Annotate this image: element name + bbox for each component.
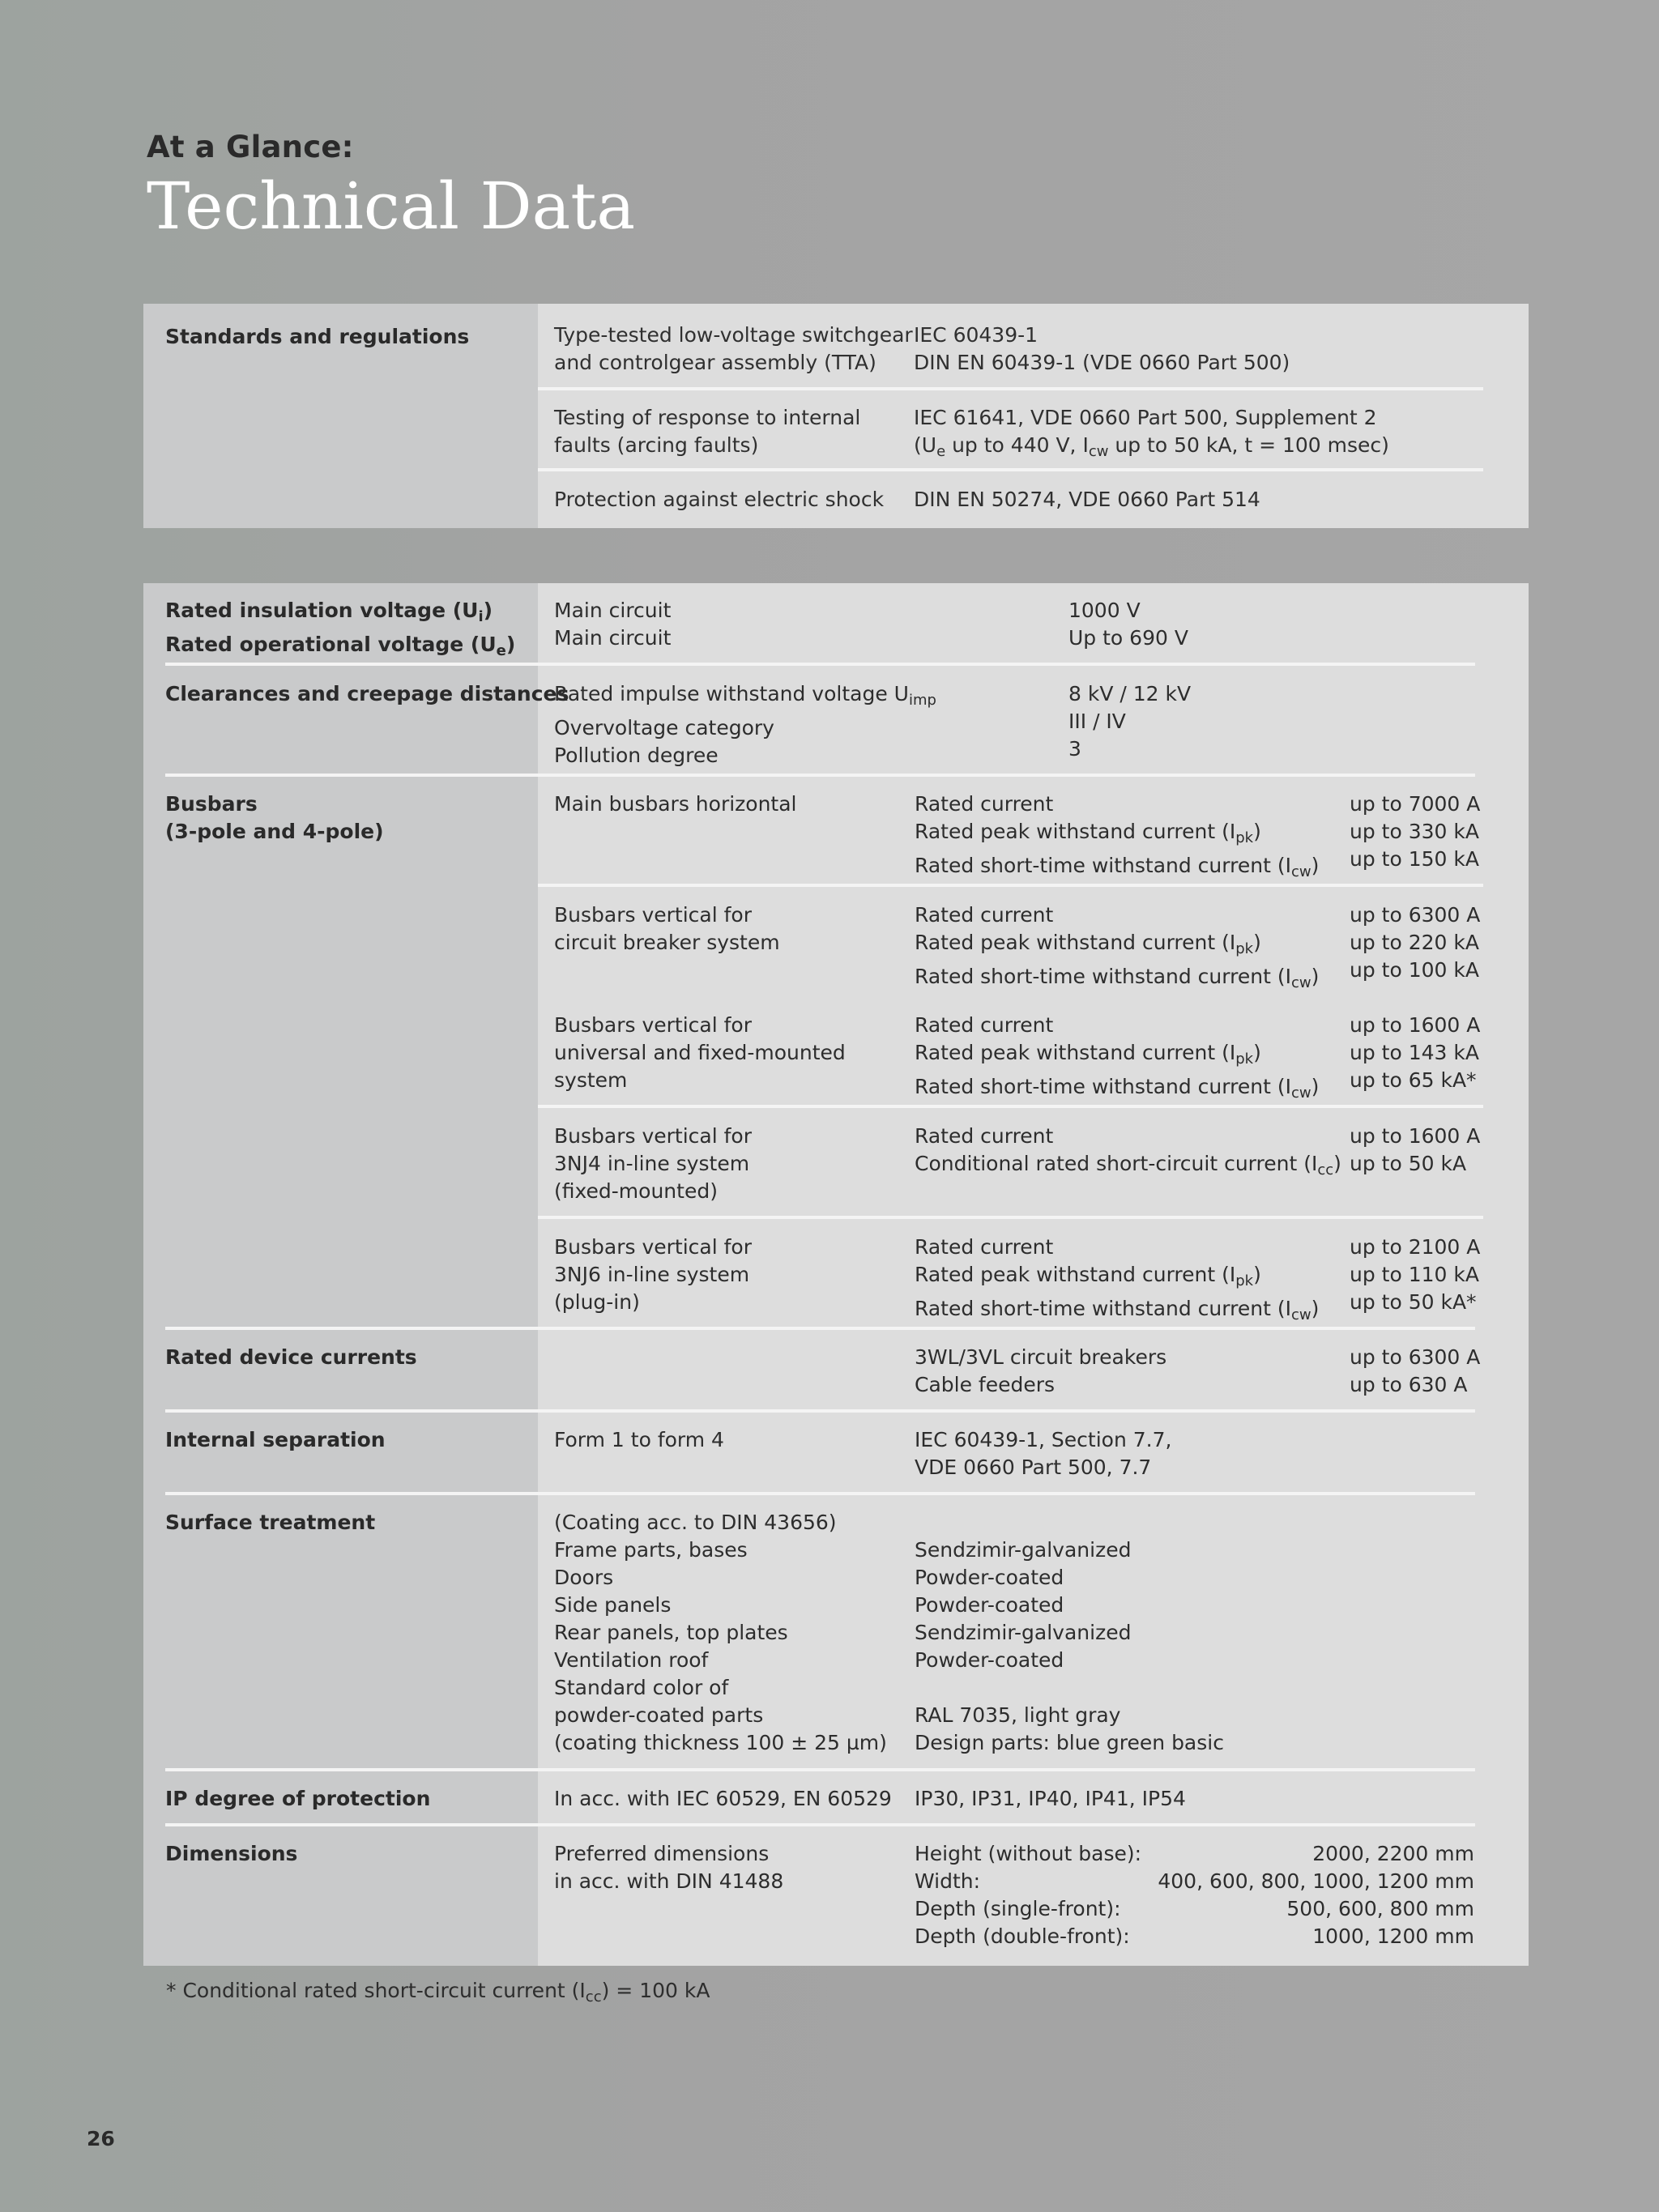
separation-label: Internal separation bbox=[165, 1428, 386, 1451]
separation-value: IEC 60439-1, Section 7.7, VDE 0660 Part 500, 7.7 bbox=[915, 1428, 1172, 1479]
dimensions-desc: Preferred dimensions in acc. with DIN 41488 bbox=[554, 1842, 784, 1893]
page-number: 26 bbox=[87, 2127, 115, 2150]
footnote: * Conditional rated short-circuit current $(I_{cc}) = 100$ kA bbox=[166, 1979, 710, 2005]
busbar-group-params: Rated current Rated peak withstand current $(I_{pk})$ Rated short-time withstand current $(I_{cw})$ bbox=[915, 1013, 1320, 1102]
surface-value: Sendzimir-galvanized Powder-coated Powder-coated Sendzimir-galvanized Powder-coated RAL 7035, light gray Design parts: blue green basic bbox=[915, 1538, 1224, 1754]
device-currents-params: 3WL/3VL circuit breakers Cable feeders bbox=[915, 1345, 1167, 1396]
standards-content: Type-tested low-voltage switchgear and controlgear assembly (TTA) IEC 60439-1 DIN EN 60439-1 (VDE 0660 Part 500) Testing of response to internal faults (arcing faults) IEC 61641, VDE 0660 Part 500, Supplement 2 ($U_e$ up to 440 V, $I_{cw}$ up to 50 kA, t = 100 msec) Protection against electric shock DIN EN 50274, VDE 0660 Part 514 bbox=[538, 304, 1529, 528]
row-divider bbox=[538, 468, 1483, 471]
device-currents-label: Rated device currents bbox=[165, 1345, 417, 1369]
ip-value: IP30, IP31, IP40, IP41, IP54 bbox=[915, 1787, 1186, 1810]
section-divider bbox=[165, 1409, 1475, 1413]
page-kicker: At a Glance: bbox=[147, 130, 354, 164]
busbars-label: Busbars (3-pole and 4-pole) bbox=[165, 792, 384, 843]
standards-table bbox=[143, 304, 1529, 528]
row-divider bbox=[538, 1216, 1483, 1219]
specs-table bbox=[143, 583, 1529, 1966]
dimensions-values: 2000, 2200 mm 400, 600, 800, 1000, 1200 mm 500, 600, 800 mm 1000, 1200 mm bbox=[1158, 1842, 1474, 1948]
page-title: Technical Data bbox=[147, 168, 636, 244]
section-divider bbox=[165, 1823, 1475, 1826]
clearances-desc: Rated impulse withstand voltage $U_{imp}$ Overvoltage category Pollution degree bbox=[554, 682, 936, 767]
section-divider bbox=[165, 774, 1475, 777]
busbar-group-values: up to 1600 A up to 143 kA up to 65 kA* bbox=[1350, 1013, 1481, 1092]
section-divider bbox=[165, 1492, 1475, 1495]
busbar-group-values: up to 6300 A up to 220 kA up to 100 kA bbox=[1350, 903, 1481, 982]
dimensions-params: Height (without base): Width: Depth (single-front): Depth (double-front): bbox=[915, 1842, 1142, 1948]
busbar-group-params: Rated current Conditional rated short-circuit current $(I_{cc})$ bbox=[915, 1124, 1341, 1178]
clearances-label: Clearances and creepage distances bbox=[165, 682, 569, 705]
row-divider bbox=[538, 387, 1483, 390]
rated-voltage-label: Rated insulation voltage $(U_i)$ Rated operational voltage $(U_e)$ bbox=[165, 599, 516, 659]
busbar-group-desc: Busbars vertical for universal and fixed-mounted system bbox=[554, 1013, 846, 1092]
busbar-group-params: Rated current Rated peak withstand current $(I_{pk})$ Rated short-time withstand current $(I_{cw})$ bbox=[915, 792, 1320, 880]
clearances-value: 8 kV / 12 kV III / IV 3 bbox=[1068, 682, 1192, 761]
row-divider bbox=[538, 884, 1483, 887]
dimensions-label: Dimensions bbox=[165, 1842, 298, 1865]
surface-label: Surface treatment bbox=[165, 1511, 376, 1534]
standards-label: Standards and regulations bbox=[143, 304, 538, 528]
busbar-group-values: up to 1600 A up to 50 kA bbox=[1350, 1124, 1481, 1175]
busbar-group-values: up to 7000 A up to 330 kA up to 150 kA bbox=[1350, 792, 1481, 871]
ip-label: IP degree of protection bbox=[165, 1787, 431, 1810]
surface-desc: (Coating acc. to DIN 43656) Frame parts, bases Doors Side panels Rear panels, top plates Ventilation roof Standard color of powder-coated parts (coating thickness 100 ± 25 µm) bbox=[554, 1511, 887, 1754]
busbar-group-desc: Main busbars horizontal bbox=[554, 792, 797, 816]
busbar-group-values: up to 2100 A up to 110 kA up to 50 kA* bbox=[1350, 1235, 1481, 1314]
rated-voltage-value: 1000 V Up to 690 V bbox=[1068, 599, 1188, 650]
busbar-group-desc: Busbars vertical for 3NJ4 in-line system (fixed-mounted) bbox=[554, 1124, 752, 1203]
page-header bbox=[147, 130, 635, 245]
section-divider bbox=[165, 663, 1475, 666]
row-divider bbox=[538, 1105, 1483, 1108]
rated-voltage-desc: Main circuit Main circuit bbox=[554, 599, 672, 650]
busbar-group-params: Rated current Rated peak withstand current $(I_{pk})$ Rated short-time withstand current $(I_{cw})$ bbox=[915, 903, 1320, 991]
busbar-group-params: Rated current Rated peak withstand current $(I_{pk})$ Rated short-time withstand current $(I_{cw})$ bbox=[915, 1235, 1320, 1323]
busbar-group-desc: Busbars vertical for 3NJ6 in-line system (plug-in) bbox=[554, 1235, 752, 1314]
busbar-group-desc: Busbars vertical for circuit breaker system bbox=[554, 903, 780, 954]
separation-desc: Form 1 to form 4 bbox=[554, 1428, 724, 1451]
section-divider bbox=[165, 1327, 1475, 1330]
section-divider bbox=[165, 1768, 1475, 1771]
ip-desc: In acc. with IEC 60529, EN 60529 bbox=[554, 1787, 892, 1810]
device-currents-values: up to 6300 A up to 630 A bbox=[1350, 1345, 1481, 1396]
